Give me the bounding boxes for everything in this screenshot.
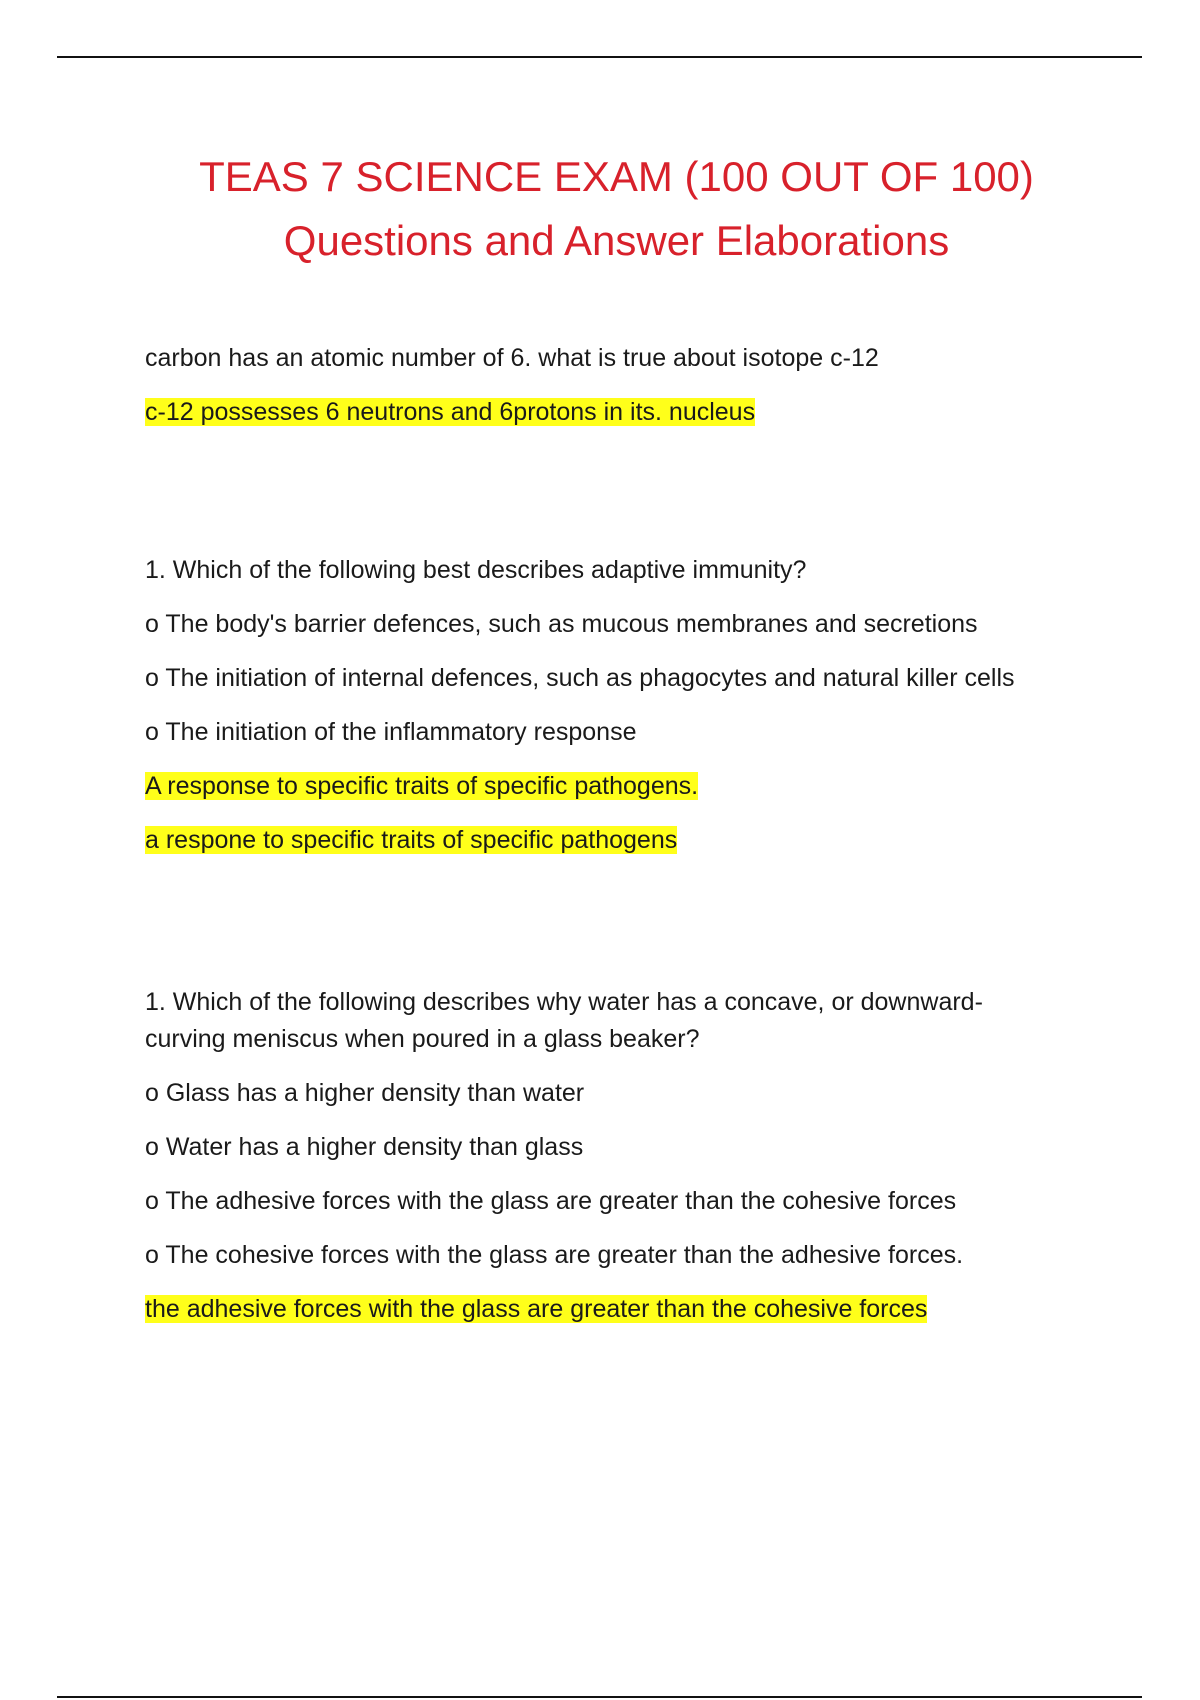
answer-highlight: A response to specific traits of specific pathogens.	[145, 772, 699, 800]
question-block-3	[145, 984, 1105, 1328]
option-item: o The body's barrier defences, such as mucous membranes and secretions	[145, 610, 978, 638]
title-line-2: Questions and Answer Elaborations	[283, 217, 950, 264]
bottom-rule	[57, 1696, 1142, 1698]
option-item: o The cohesive forces with the glass are greater than the adhesive forces.	[145, 1241, 964, 1269]
spacer	[145, 876, 1105, 984]
question-text: 1. Which of the following best describes adaptive immunity?	[145, 556, 807, 584]
answer-highlight: a respone to specific traits of specific pathogens	[145, 826, 678, 854]
document-body	[145, 340, 1105, 1345]
question-block-1	[145, 340, 1105, 431]
option-item: o The adhesive forces with the glass are greater than the cohesive forces	[145, 1187, 957, 1215]
answer-highlight: the adhesive forces with the glass are greater than the cohesive forces	[145, 1295, 928, 1323]
spacer	[145, 448, 1105, 552]
option-item: o The initiation of the inflammatory response	[145, 718, 637, 746]
option-item: o Water has a higher density than glass	[145, 1133, 584, 1161]
question-text-line-1: 1. Which of the following describes why water has a concave, or downward-	[145, 988, 983, 1016]
option-item: o Glass has a higher density than water	[145, 1079, 585, 1107]
title-line-1: TEAS 7 SCIENCE EXAM (100 OUT OF 100)	[199, 153, 1034, 200]
top-rule	[57, 56, 1142, 58]
answer-highlight: c-12 possesses 6 neutrons and 6protons in its. nucleus	[145, 398, 756, 426]
option-item: o The initiation of internal defences, such as phagocytes and natural killer cells	[145, 664, 1015, 692]
question-text-line-2: curving meniscus when poured in a glass beaker?	[145, 1025, 700, 1053]
question-text: carbon has an atomic number of 6. what is true about isotope c-12	[145, 344, 879, 372]
question-block-2	[145, 552, 1105, 859]
document-title	[0, 145, 1200, 273]
